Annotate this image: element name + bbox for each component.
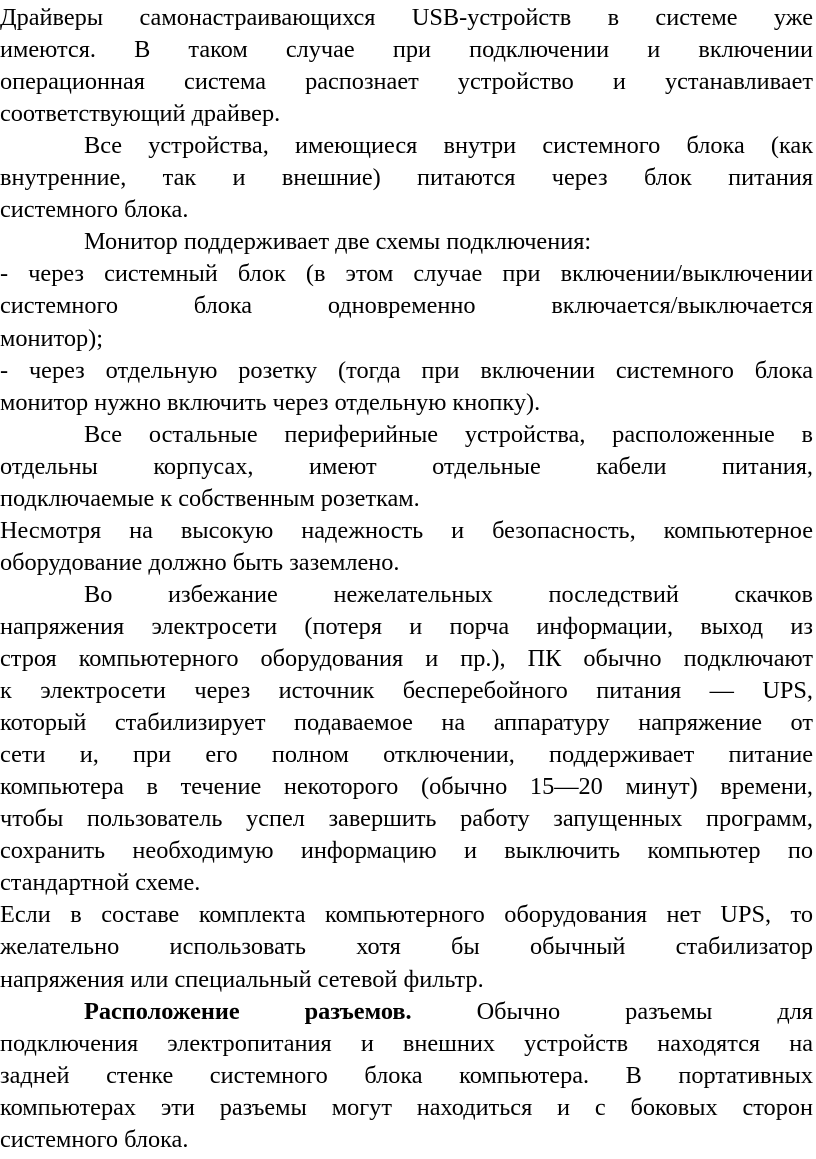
text-line: строя компьютерного оборудования и пр.), ПК обычно подключают: [0, 645, 813, 672]
text-line: Все остальные периферийные устройства, расположенные в: [84, 420, 813, 448]
text-line: напряжения электросети (потеря и порча информации, выход из: [0, 612, 813, 640]
line-text: Обычно разъемы для: [476, 997, 813, 1025]
text-line: желательно использовать хотя бы обычный стабилизатор: [0, 933, 813, 961]
text-line: к электросети через источник бесперебойного питания — UPS,: [0, 677, 813, 705]
text-line: компьютера в течение некоторого (обычно 15—20 минут) времени,: [0, 773, 813, 801]
text-line: сохранить необходимую информацию и выключить компьютер по: [0, 837, 813, 865]
text-line: имеются. В таком случае при подключении и включении: [0, 36, 813, 64]
text-line: [0, 996, 813, 1028]
text-line: монитор);: [0, 324, 103, 352]
text-line: Если в составе комплекта компьютерного оборудования нет UPS, то: [0, 901, 813, 929]
section-heading: Расположение разъемов.: [84, 997, 412, 1025]
text-line: компьютерах эти разъемы могут находиться и с боковых сторон: [0, 1093, 813, 1121]
text-line: монитор нужно включить через отдельную кнопку).: [0, 388, 541, 416]
text-line: Все устройства, имеющиеся внутри системного блока (как: [84, 132, 813, 160]
text-line: чтобы пользователь успел завершить работу запущенных программ,: [0, 805, 813, 833]
text-line: Драйверы самонастраивающихся USB-устройств в системе уже: [0, 4, 813, 31]
text-line: который стабилизирует подаваемое на аппаратуру напряжение от: [0, 709, 813, 737]
text-line: подключения электропитания и внешних устройств находятся на: [0, 1029, 813, 1057]
text-line: задней стенке системного блока компьютера. В портативных: [0, 1061, 813, 1089]
text-line: - через отдельную розетку (тогда при включении системного блока: [0, 356, 813, 384]
text-line: напряжения или специальный сетевой фильтр.: [0, 965, 484, 993]
text-line: подключаемые к собственным розеткам.: [0, 484, 420, 512]
text-line: Во избежание нежелательных последствий скачков: [84, 580, 813, 608]
text-line: стандартной схеме.: [0, 869, 201, 897]
text-line: - через системный блок (в этом случае при включении/выключении: [0, 260, 813, 288]
text-line: Несмотря на высокую надежность и безопасность, компьютерное: [0, 516, 813, 544]
text-line: системного блока одновременно включается/выключается: [0, 292, 813, 320]
text-line: отдельны корпусах, имеют отдельные кабели питания,: [0, 452, 813, 480]
text-line: Монитор поддерживает две схемы подключения:: [84, 228, 592, 256]
text-line: сети и, при его полном отключении, поддерживает питание: [0, 741, 813, 769]
text-line: внутренние, так и внешние) питаются через блок питания: [0, 164, 813, 192]
text-line: операционная система распознает устройство и устанавливает: [0, 68, 813, 96]
text-line: системного блока.: [0, 196, 189, 224]
text-line: соответствующий драйвер.: [0, 100, 281, 128]
text-line: оборудование должно быть заземлено.: [0, 548, 400, 576]
text-line: системного блока.: [0, 1125, 189, 1153]
